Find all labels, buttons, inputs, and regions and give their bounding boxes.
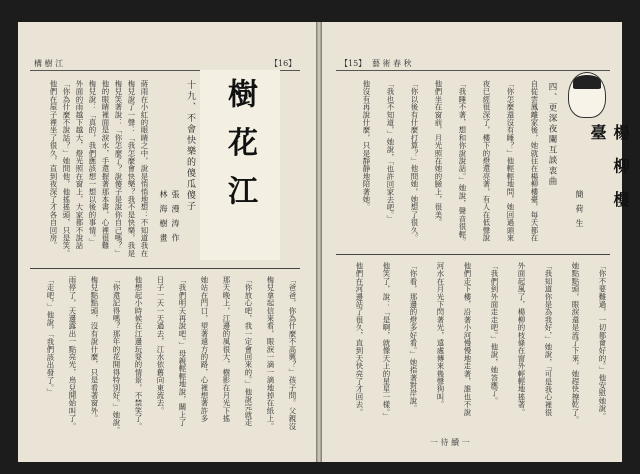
text-column: 「我也不知道，」她說，「也許回家去吧。」 — [386, 80, 395, 223]
text-column: 「你看，那邊的燈多好看。」她指著對岸說。 — [409, 262, 418, 413]
text-column: 梅兒笑著說：「你怎麼了？說傻子是說你自己嗎？」 — [114, 80, 123, 258]
left-author-1: 張 漫 涛 作 — [171, 190, 180, 244]
text-column: 「你放心吧，我一定會回來的。」他說完就走 — [244, 276, 253, 427]
text-column: 梅兒拿起信來看，眼淚一滴一滴地掉在紙上。 — [266, 276, 275, 430]
text-column: 他們走下樓，沿著小河慢慢地走著，誰也不說 — [463, 262, 472, 416]
text-column: 他想起小時候在江邊玩耍的情景，不禁笑了。 — [134, 276, 143, 430]
text-column: 河水在月光下閃著光，遠處傳來幾聲狗叫。 — [436, 262, 445, 409]
right-header-title: 藝 術 春 秋 — [372, 59, 412, 68]
text-column: 她點點頭，眼淚還是流了下來，她趕快擦乾了。 — [571, 262, 580, 424]
text-column: 他們坐在窗前，月光照在她的臉上，很美。 — [434, 80, 443, 227]
girl-portrait-icon — [568, 72, 606, 118]
left-page-number: 【16】 — [270, 59, 297, 68]
right-title-block — [560, 70, 630, 240]
text-column: 「你怎麼還沒有睡？」他輕輕地問，她回過頭來 — [506, 80, 515, 242]
text-column: 「我睡不著，想和你說說話。」她說，聲音很輕。 — [458, 80, 467, 246]
text-column: 他笑了，說：「是啊，就像天上的星星一樣。」 — [382, 262, 391, 420]
text-column: 「你以後有什麼打算？」他問她，她想了很久。 — [410, 80, 419, 242]
right-divider — [336, 254, 610, 255]
text-column: 梅兒說了一聲：「我怎麼會快樂？我不是快樂，我是 — [127, 80, 136, 258]
text-column: 他的眼睛裡面是淚水，手還握著那本書，心裡很難 — [101, 80, 110, 250]
text-column: 他們在屋子裡坐了很久，直到夜深了才各自回房。 — [49, 80, 58, 250]
text-column: 「爸爸，你為什麼不高興？」孩子問。父親沒 — [288, 276, 297, 430]
text-column: 「你不要難過，一切都會好的。」他安慰她說。 — [598, 262, 607, 420]
text-column: 自從雲鳳離家後，她就住在楊柳樓臺，每天都在 — [530, 80, 539, 242]
text-column: 外面的雨越下越大，燈光照在窗上，大家都不說話 — [75, 80, 84, 250]
text-column: 夜已經很深了，樓下的燈還亮著，有人在低聲說 — [482, 80, 491, 242]
right-title: 楊 柳 樓 臺 — [588, 124, 630, 214]
text-column: 「你為什麼不說話？」她問他，他搖搖頭，只是笑。 — [62, 80, 71, 258]
text-column: 日子一天一天過去，江水依舊向東流去。 — [156, 276, 165, 415]
text-column: 蔣雨在小紅的眼睛之中，說是悄悄地想：不知道我在 — [140, 80, 149, 258]
text-column: 「我們明天再說吧。」母親輕輕地說，關上了 — [178, 276, 187, 427]
text-column: 梅兒說：「真的，我們應該想一想以後的事情。」 — [88, 80, 97, 246]
text-column: 「你還記得嗎？那年的花開得特別好。」她說。 — [112, 276, 121, 434]
left-section-title: 十九、不會快樂的傻瓜傻子 — [185, 80, 195, 212]
text-column: 「走吧，」他說，「我們該出發了。」 — [46, 276, 55, 396]
left-header-title: 構 樹 江 — [34, 59, 64, 68]
right-author: 簡 荷 生 — [575, 190, 584, 230]
left-title-illustration — [200, 70, 280, 260]
text-column: 他們在河邊站了很久，直到天快亮了才回去。 — [355, 262, 364, 416]
left-author-2: 林 海 樹 畫 — [159, 190, 168, 244]
right-chapter-title: 四、更深夜闌互談衷曲 — [547, 82, 557, 187]
text-column: 外面起風了，楊柳的枝條在窗外輕輕地搖著。 — [517, 262, 526, 416]
text-column: 她站在門口，望著遠方的路，心裡想著許多 — [200, 276, 209, 423]
text-column: 「我們到外面走走吧。」他說，她答應了。 — [490, 262, 499, 405]
text-column: 他沒有再說什麼，只是靜靜地陪著她。 — [362, 80, 371, 211]
right-page-number: 【15】 — [340, 59, 367, 68]
text-column: 梅兒點點頭，沒有說什麼，只是看著窗外。 — [90, 276, 99, 423]
left-divider — [30, 268, 300, 269]
text-column: 那天晚上，江邊的風很大，樹影在月光下搖 — [222, 276, 231, 423]
text-column: 「我知道你是為我好，」她說，「可是我心裡很 — [544, 262, 553, 417]
text-column: 雨停了，天邊露出一點亮光，鳥兒開始叫了。 — [68, 276, 77, 430]
left-title: 樹 花 江 — [222, 78, 257, 209]
right-footer-continued: 一 待 續 一 — [430, 438, 470, 447]
